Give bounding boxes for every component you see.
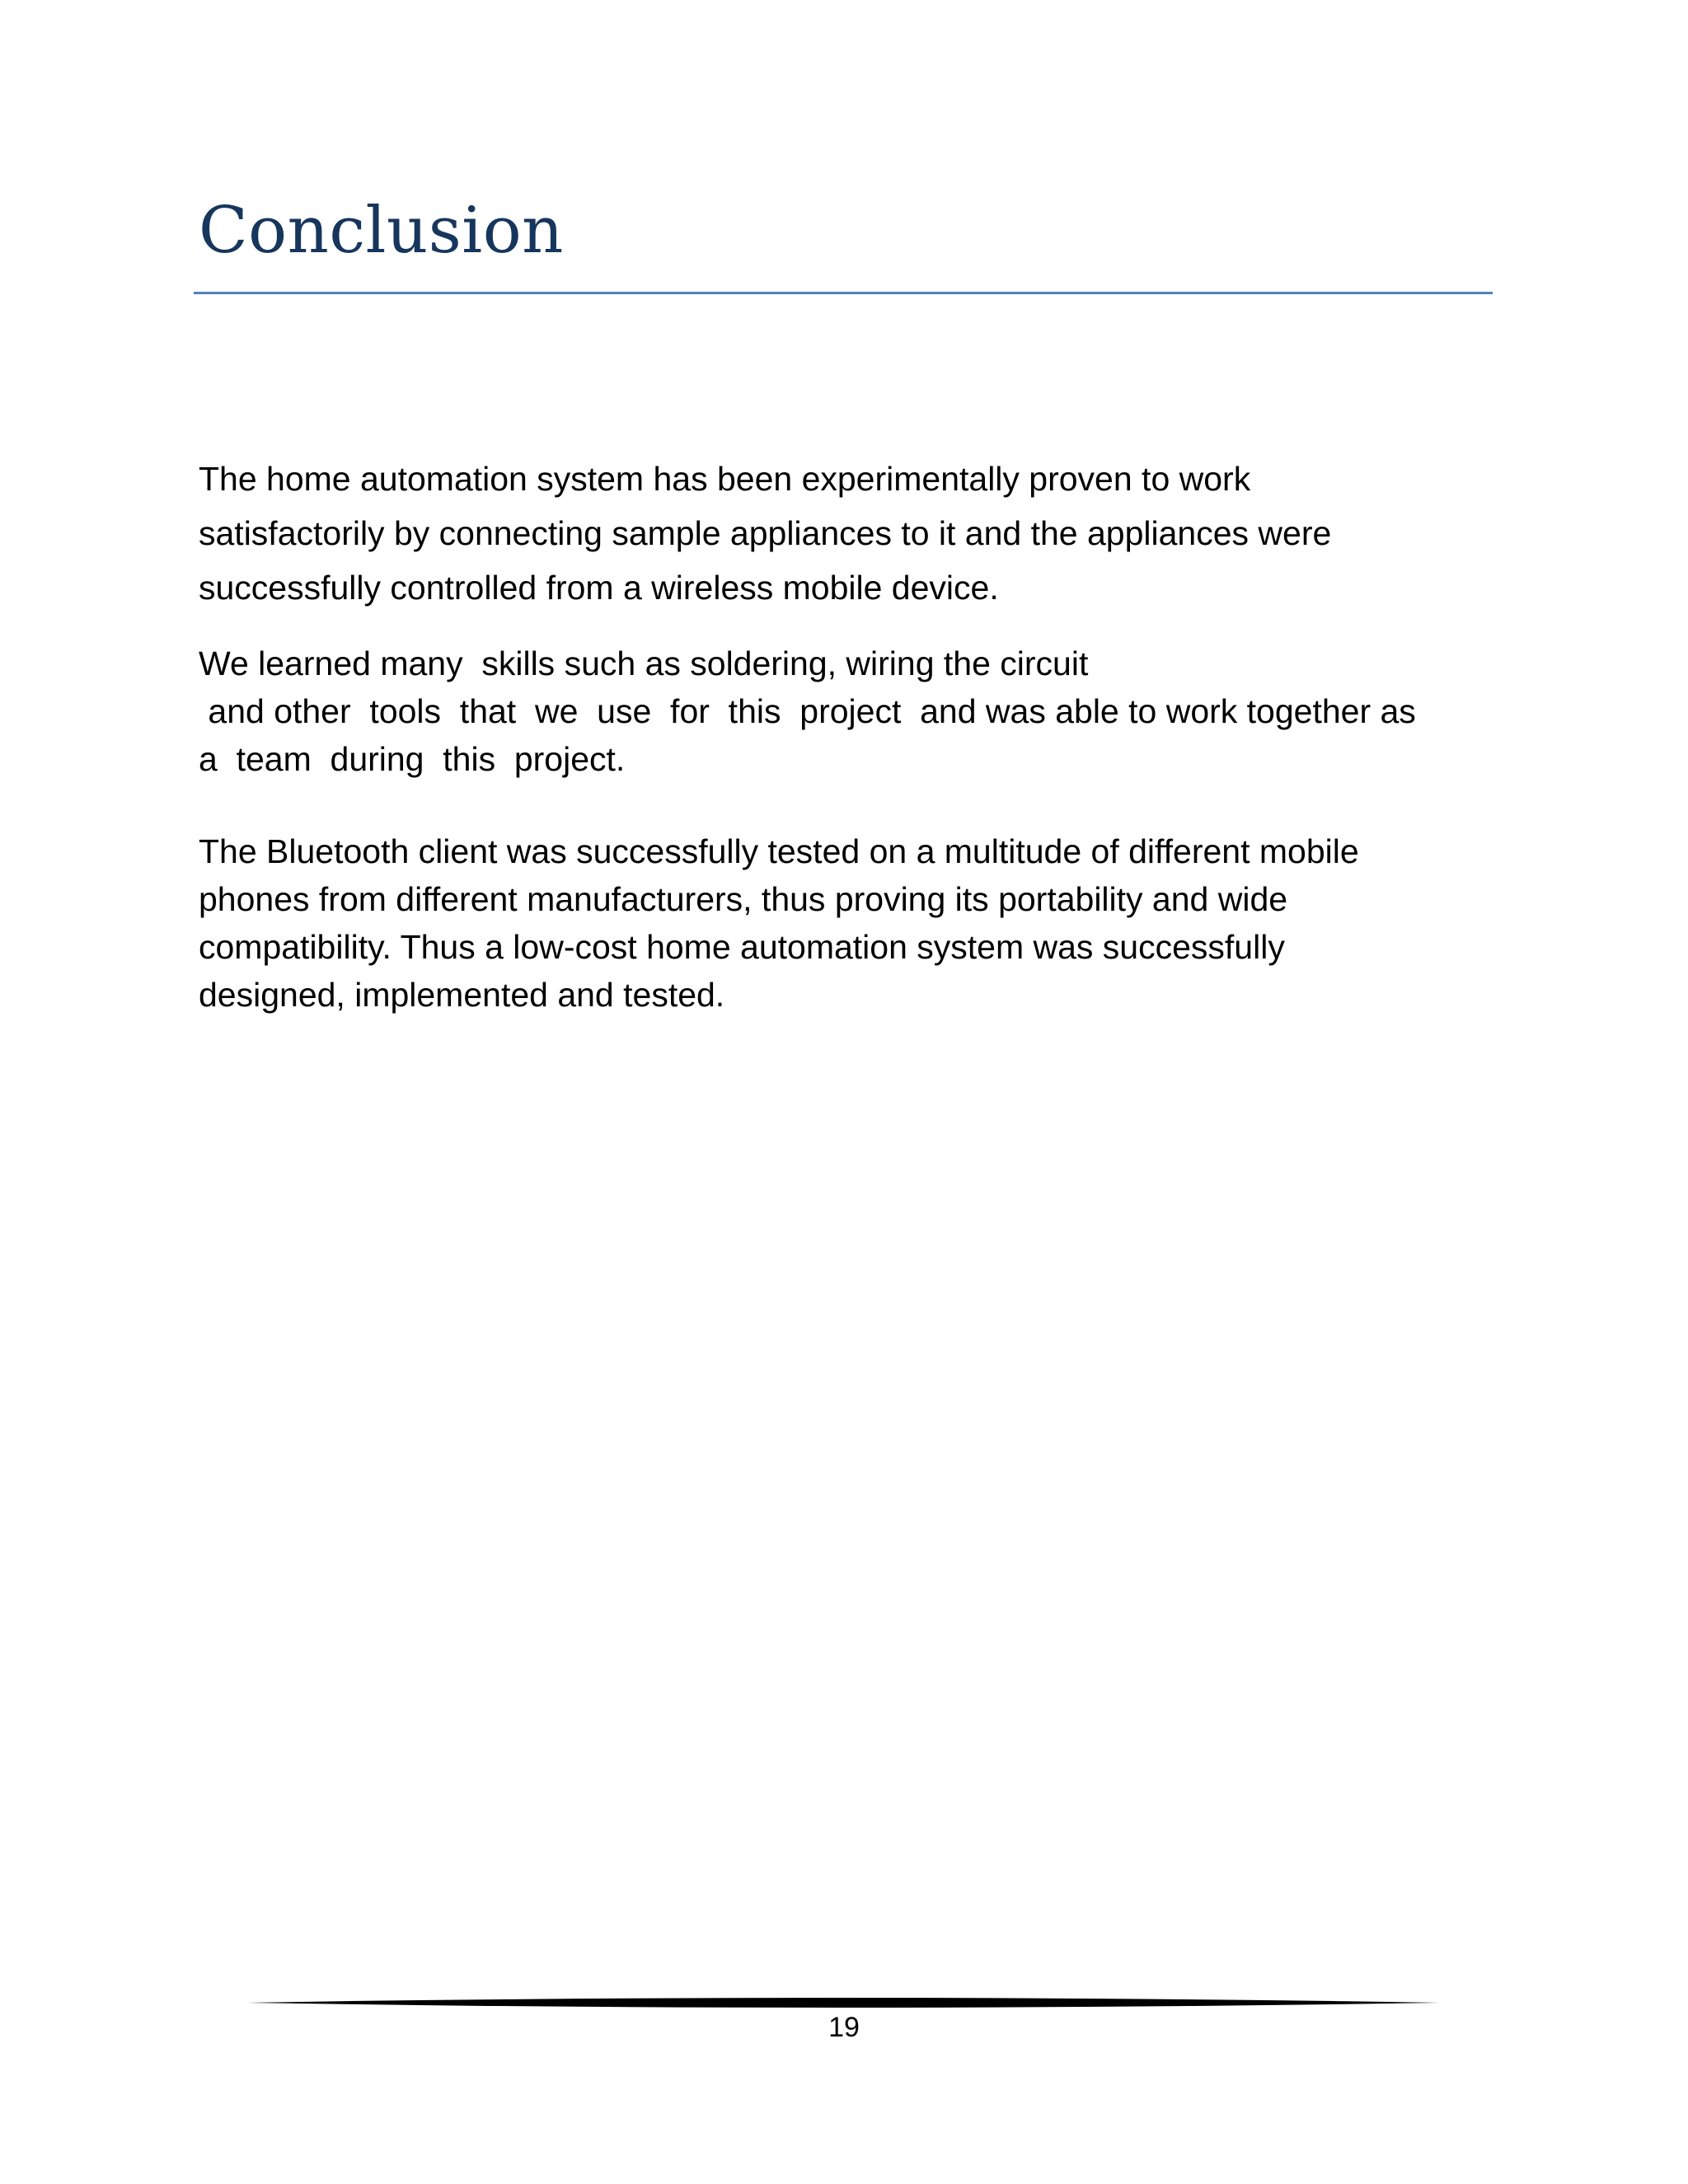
page-title: Conclusion — [199, 194, 564, 268]
paragraph-2 — [199, 640, 1416, 783]
paragraph-line: satisfactorily by connecting sample appliances to it and the appliances were — [199, 514, 1332, 552]
paragraph-1 — [199, 452, 1331, 615]
footer-divider-shape — [247, 1998, 1439, 2008]
paragraph-3 — [199, 827, 1359, 1019]
paragraph-line: a team during this project. — [199, 740, 626, 778]
footer-divider — [247, 1994, 1439, 2011]
paragraph-line: designed, implemented and tested. — [199, 976, 725, 1014]
paragraph-line: successfully controlled from a wireless mobile device. — [199, 569, 999, 607]
paragraph-line: The home automation system has been experimentally proven to work — [199, 460, 1251, 498]
title-underline — [194, 292, 1493, 294]
paragraph-line: and other tools that we use for this project and was able to work together as — [199, 692, 1416, 730]
paragraph-line: The Bluetooth client was successfully tested on a multitude of different mobile — [199, 832, 1359, 870]
page-number: 19 — [828, 2012, 860, 2043]
paragraph-line: phones from different manufacturers, thus proving its portability and wide — [199, 880, 1288, 918]
paragraph-line: We learned many skills such as soldering, wiring the circuit — [199, 644, 1089, 682]
paragraph-line: compatibility. Thus a low-cost home automation system was successfully — [199, 928, 1285, 966]
